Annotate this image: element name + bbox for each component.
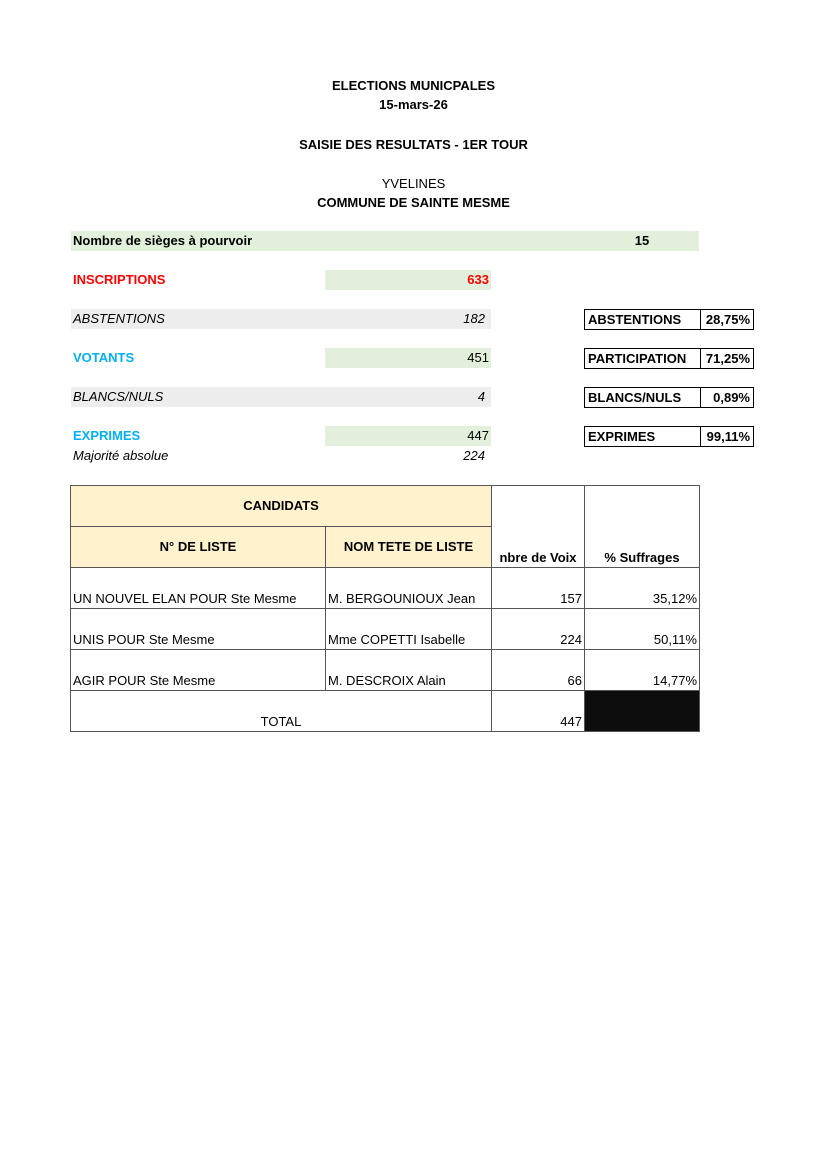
seats-value: 15 bbox=[634, 233, 650, 248]
votants-label: VOTANTS bbox=[73, 350, 135, 365]
nom-cell: M. DESCROIX Alain bbox=[326, 650, 492, 691]
blancs-label: BLANCS/NULS bbox=[71, 387, 491, 407]
doc-title: ELECTIONS MUNICPALES bbox=[332, 78, 495, 93]
candidats-header: CANDIDATS bbox=[71, 486, 492, 527]
table-row bbox=[71, 650, 700, 691]
table-row bbox=[71, 609, 700, 650]
table-row bbox=[71, 568, 700, 609]
rate-abstentions-value: 28,75% bbox=[700, 309, 754, 330]
inscriptions-label: INSCRIPTIONS bbox=[73, 272, 166, 287]
seats-label: Nombre de sièges à pourvoir bbox=[71, 231, 699, 251]
abstentions-value: 182 bbox=[463, 311, 485, 326]
pct-header: % Suffrages bbox=[585, 486, 700, 568]
total-row bbox=[71, 691, 700, 732]
voix-header: nbre de Voix bbox=[492, 486, 585, 568]
total-pct-blacked bbox=[585, 691, 700, 732]
liste-cell: AGIR POUR Ste Mesme bbox=[71, 650, 326, 691]
rate-blancs-value: 0,89% bbox=[700, 387, 754, 408]
total-voix: 447 bbox=[492, 691, 585, 732]
rate-participation-value: 71,25% bbox=[700, 348, 754, 369]
rate-exprimes-value: 99,11% bbox=[700, 426, 754, 447]
rate-participation-label: PARTICIPATION bbox=[584, 348, 701, 369]
doc-subtitle: SAISIE DES RESULTATS - 1ER TOUR bbox=[299, 137, 528, 152]
pct-cell: 50,11% bbox=[585, 609, 700, 650]
rate-blancs-label: BLANCS/NULS bbox=[584, 387, 701, 408]
voix-cell: 224 bbox=[492, 609, 585, 650]
inscriptions-value: 633 bbox=[325, 270, 491, 290]
exprimes-value: 447 bbox=[325, 426, 491, 446]
doc-date: 15-mars-26 bbox=[379, 97, 448, 112]
voix-cell: 157 bbox=[492, 568, 585, 609]
total-label: TOTAL bbox=[71, 691, 492, 732]
blancs-value: 4 bbox=[477, 389, 485, 404]
pct-cell: 14,77% bbox=[585, 650, 700, 691]
majorite-label: Majorité absolue bbox=[73, 448, 169, 463]
pct-cell: 35,12% bbox=[585, 568, 700, 609]
abstentions-label: ABSTENTIONS bbox=[71, 309, 491, 329]
commune: COMMUNE DE SAINTE MESME bbox=[317, 195, 510, 210]
voix-cell: 66 bbox=[492, 650, 585, 691]
nom-cell: M. BERGOUNIOUX Jean bbox=[326, 568, 492, 609]
exprimes-label: EXPRIMES bbox=[73, 428, 141, 443]
liste-header: N° DE LISTE bbox=[71, 527, 326, 568]
rate-exprimes-label: EXPRIMES bbox=[584, 426, 701, 447]
nom-header: NOM TETE DE LISTE bbox=[326, 527, 492, 568]
results-table bbox=[70, 485, 700, 732]
liste-cell: UN NOUVEL ELAN POUR Ste Mesme bbox=[71, 568, 326, 609]
rate-abstentions-label: ABSTENTIONS bbox=[584, 309, 701, 330]
votants-value: 451 bbox=[325, 348, 491, 368]
nom-cell: Mme COPETTI Isabelle bbox=[326, 609, 492, 650]
liste-cell: UNIS POUR Ste Mesme bbox=[71, 609, 326, 650]
majorite-value: 224 bbox=[463, 448, 485, 463]
department: YVELINES bbox=[381, 176, 446, 191]
